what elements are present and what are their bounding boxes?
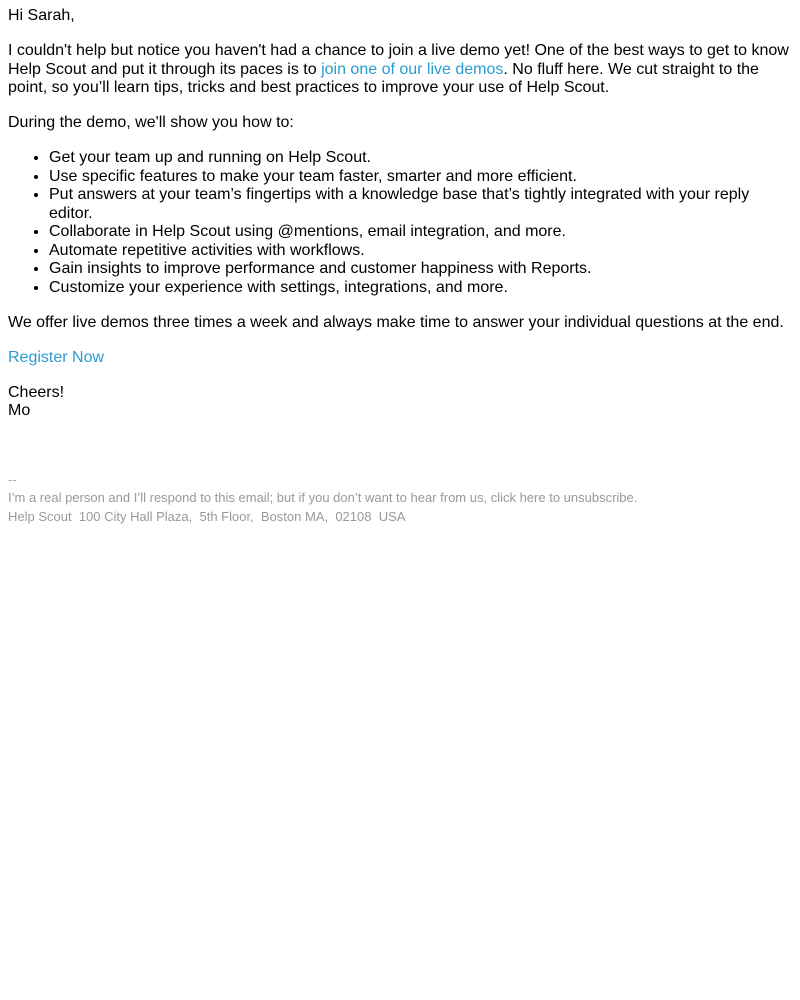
email-footer	[8, 471, 800, 527]
live-demos-link[interactable]: join one of our live demos	[321, 60, 504, 78]
register-now-link[interactable]: Register Now	[8, 348, 105, 366]
company-address: Help Scout 100 City Hall Plaza, 5th Floor, Boston MA, 02108 USA	[8, 508, 406, 524]
footer-separator: --	[8, 471, 17, 487]
demo-topics-list	[8, 149, 779, 297]
list-item: • Customize your experience with settings, integrations, and more.	[49, 279, 779, 298]
list-item: • Put answers at your team’s fingertips with a knowledge base that’s tightly integrated with your reply editor.	[49, 186, 779, 223]
intro-line-3: point, so you’ll learn tips, tricks and best practices to improve your use of Help Scout.	[8, 79, 610, 96]
greeting: Hi Sarah,	[8, 7, 75, 24]
signature: Mo	[8, 402, 31, 419]
intro-paragraph	[8, 42, 800, 98]
intro-line-2-before-link: Help Scout and put it through its paces is to	[8, 60, 322, 78]
list-item: • Automate repetitive activities with workflows.	[49, 242, 779, 261]
register-paragraph	[8, 349, 800, 368]
demo-lead: During the demo, we'll show you how to:	[8, 114, 294, 131]
unsubscribe-note: I’m a real person and I’ll respond to this email; but if you don’t want to hear from us, click here to unsubscribe.	[8, 490, 638, 505]
closing	[8, 384, 800, 421]
schedule-note: We offer live demos three times a week and always make time to answer your individual questions at the end.	[8, 313, 784, 331]
list-item: • Get your team up and running on Help Scout.	[49, 149, 779, 168]
intro-line-1: I couldn't help but notice you haven't had a chance to join a live demo yet! One of the best ways to get to know	[8, 42, 789, 59]
list-item: • Gain insights to improve performance and customer happiness with Reports.	[49, 260, 779, 279]
list-item: • Collaborate in Help Scout using @mentions, email integration, and more.	[49, 223, 779, 242]
intro-line-2-after-link: . No fluff here. We cut straight to the	[503, 60, 759, 78]
list-item: • Use specific features to make your team faster, smarter and more efficient.	[49, 168, 779, 187]
signoff: Cheers!	[8, 383, 65, 401]
